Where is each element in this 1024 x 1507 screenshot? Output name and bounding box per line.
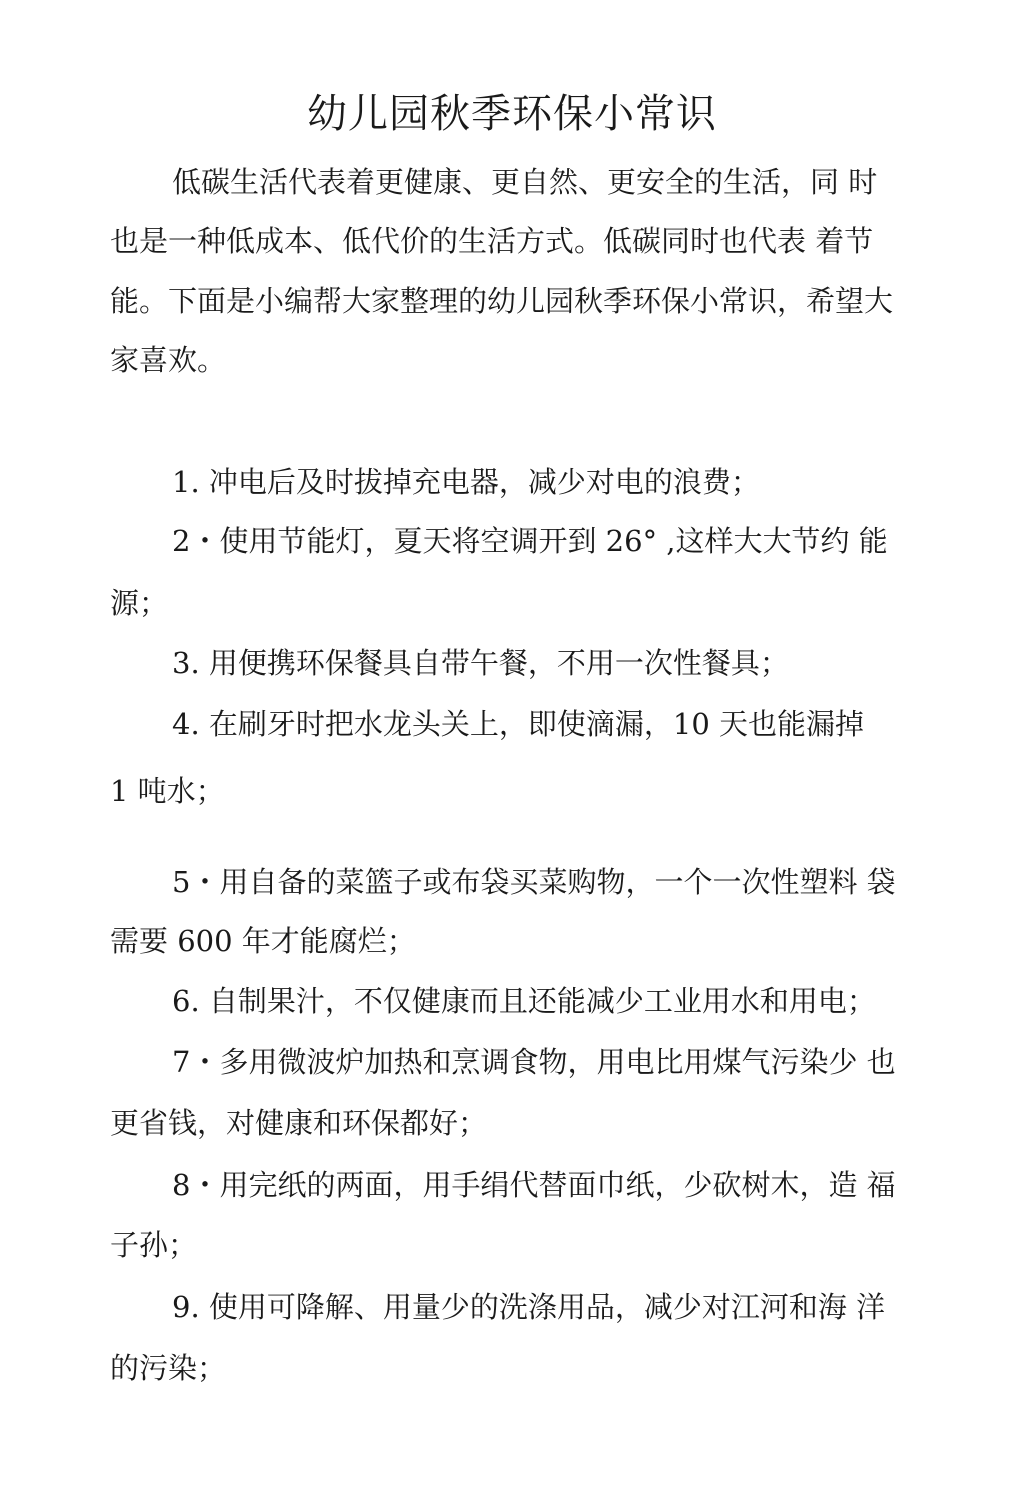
tip-8-line-1: 8・用完纸的两面，用手绢代替面巾纸，少砍树木，造 福 xyxy=(172,1168,896,1202)
intro-line-2: 也是一种低成本、低代价的生活方式。低碳同时也代表 着节 xyxy=(110,224,874,258)
tip-8-line-2: 子孙； xyxy=(110,1228,198,1262)
tip-9-line-2: 的污染； xyxy=(110,1351,227,1385)
tip-4-line-2: 1 吨水； xyxy=(110,774,225,808)
tip-7-line-2: 更省钱，对健康和环保都好； xyxy=(110,1106,488,1140)
intro-line-3: 能。下面是小编帮大家整理的幼儿园秋季环保小常识，希望大 xyxy=(110,284,894,318)
tip-9-line-1: 9. 使用可降解、用量少的洗涤用品，减少对江河和海 洋 xyxy=(172,1290,886,1324)
tip-5-line-1: 5・用自备的菜篮子或布袋买菜购物，一个一次性塑料 袋 xyxy=(172,865,896,899)
tip-3-line-1: 3. 用便携环保餐具自带午餐，不用一次性餐具； xyxy=(172,646,789,680)
tip-1-line-1: 1. 冲电后及时拔掉充电器，减少对电的浪费； xyxy=(172,465,760,499)
tip-6-line-1: 6. 自制果汁，不仅健康而且还能减少工业用水和用电； xyxy=(172,984,876,1018)
tip-7-line-1: 7・多用微波炉加热和烹调食物，用电比用煤气污染少 也 xyxy=(172,1045,896,1079)
intro-line-1: 低碳生活代表着更健康、更自然、更安全的生活，同 时 xyxy=(172,165,878,199)
intro-line-4: 家喜欢。 xyxy=(110,343,227,377)
tip-4-line-1: 4. 在刷牙时把水龙头关上，即使滴漏，10 天也能漏掉 xyxy=(172,707,865,741)
document-title: 幼儿园秋季环保小常识 xyxy=(307,91,717,137)
tip-2-line-2: 源； xyxy=(110,586,169,620)
tip-5-line-2: 需要 600 年才能腐烂； xyxy=(110,924,416,958)
tip-2-line-1: 2・使用节能灯，夏天将空调开到 26° ,这样大大节约 能 xyxy=(172,524,888,558)
